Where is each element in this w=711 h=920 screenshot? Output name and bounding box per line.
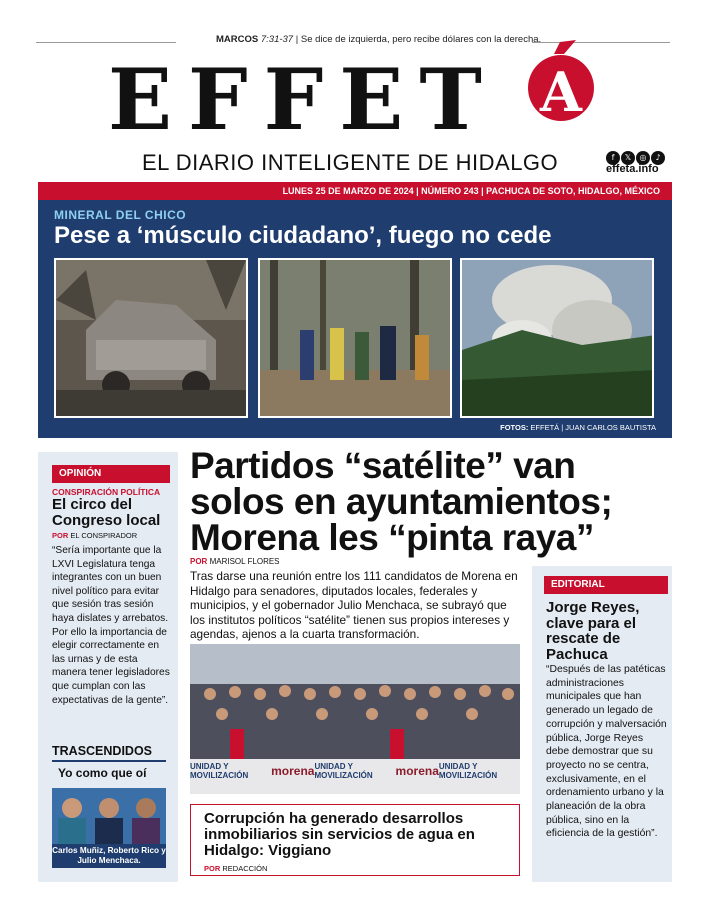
brigade-photo [258, 258, 452, 418]
trascendidos-subtitle[interactable]: Yo como que oí [58, 766, 147, 780]
instagram-icon[interactable]: ◎ [636, 151, 650, 165]
top-story-kicker: MINERAL DEL CHICO [54, 208, 187, 222]
x-icon[interactable]: 𝕏 [621, 151, 635, 165]
dateline: LUNES 25 DE MARZO DE 2024 | NÚMERO 243 | PACHUCA DE SOTO, HIDALGO, MÉXICO [38, 182, 672, 200]
second-story-byline [204, 864, 267, 873]
by-label: POR [204, 864, 221, 873]
website-link[interactable]: effeta.info [606, 163, 659, 175]
trascendidos-title: TRASCENDIDOS [52, 744, 166, 762]
credit-label: FOTOS: [500, 423, 529, 432]
second-story-author: REDACCIÓN [222, 864, 268, 873]
masthead-accent-logo [520, 40, 602, 122]
banner-item: morena [395, 764, 439, 778]
tiktok-icon[interactable]: ♪ [651, 151, 665, 165]
verse-ref: MARCOS [216, 34, 259, 45]
main-headline[interactable]: Partidos “satélite” van solos en ayuntamientos; Morena les “pinta raya” [190, 445, 613, 558]
burned-truck-photo [54, 258, 248, 418]
main-author: MARISOL FLORES [209, 557, 280, 566]
by-label: POR [52, 531, 69, 540]
svg-text:A: A [540, 60, 582, 122]
credit-text: EFFETÁ | JUAN CARLOS BAUTISTA [530, 423, 656, 432]
unity-banner [190, 762, 520, 780]
editorial-headline[interactable]: Jorge Reyes, clave para el rescate de Pachuca [546, 599, 640, 663]
opinion-byline [52, 531, 137, 540]
top-story-headline[interactable]: Pese a ‘músculo ciudadano’, fuego no cede [54, 222, 552, 249]
banner-item: UNIDAD Y MOVILIZACIÓN [438, 762, 498, 780]
facebook-icon[interactable]: f [606, 151, 620, 165]
by-label: POR [190, 557, 208, 566]
trascendidos-photo [52, 788, 166, 868]
second-story-headline[interactable]: Corrupción ha generado desarrollos inmobiliarios sin servicios de agua en Hidalgo: Viggiano [204, 810, 475, 859]
opinion-section-tag: OPINIÓN [52, 465, 170, 483]
opinion-author: EL CONSPIRADOR [70, 531, 138, 540]
editorial-section-tag: EDITORIAL [544, 576, 668, 594]
verse-num: 7:31-37 [260, 34, 294, 45]
tagline: EL DIARIO INTELIGENTE DE HIDALGO [142, 150, 559, 175]
divider [36, 42, 176, 43]
photo-credit [54, 423, 656, 432]
opinion-headline[interactable]: El circo del Congreso local [52, 496, 161, 529]
verse-text [216, 34, 541, 45]
forest-smoke-photo [460, 258, 654, 418]
group-photo [190, 644, 520, 794]
trascendidos-caption: Carlos Muñiz, Roberto Rico y Julio Menchaca. [52, 846, 166, 865]
main-body: Tras darse una reunión entre los 111 candidatos de Morena en Hidalgo para senadores, diputados locales, federales y municipios, y el gobernador Julio Menchaca, se subrayó que los institutos políticos “satélite” tienen sus propios intereses y agendas, ajenos a la cuarta transformación. [190, 569, 518, 641]
banner-item: morena [271, 764, 315, 778]
main-byline [190, 557, 280, 566]
masthead: EFFET [108, 50, 498, 149]
banner-item: UNIDAD Y MOVILIZACIÓN [190, 762, 249, 780]
opinion-body: “Sería importante que la LXVI Legislatura tenga integrantes con un buen nivel político para evitar que sesión tras sesión haya dislates y arrebatos. Por ello la importancia de elegir correctamente en las urnas y de esta manera tener legisladores que cumplan con las expectativas de la gente”. [52, 545, 170, 706]
opinion-kicker: CONSPIRACIÓN POLÍTICA [52, 487, 161, 497]
banner-item: UNIDAD Y MOVILIZACIÓN [314, 762, 373, 780]
editorial-body: “Después de las patéticas administraciones municipales que han generado un legado de corrupción y malversación pública, Jorge Reyes debe demostrar que su proyecto no se centra, exclusivamente, en el ordenamiento urbano y la planeación de la obra pública, sino en la eficiencia de la gestión”. [546, 664, 667, 840]
verse-body: | Se dice de izquierda, pero recibe dólares con la derecha. [295, 34, 542, 45]
